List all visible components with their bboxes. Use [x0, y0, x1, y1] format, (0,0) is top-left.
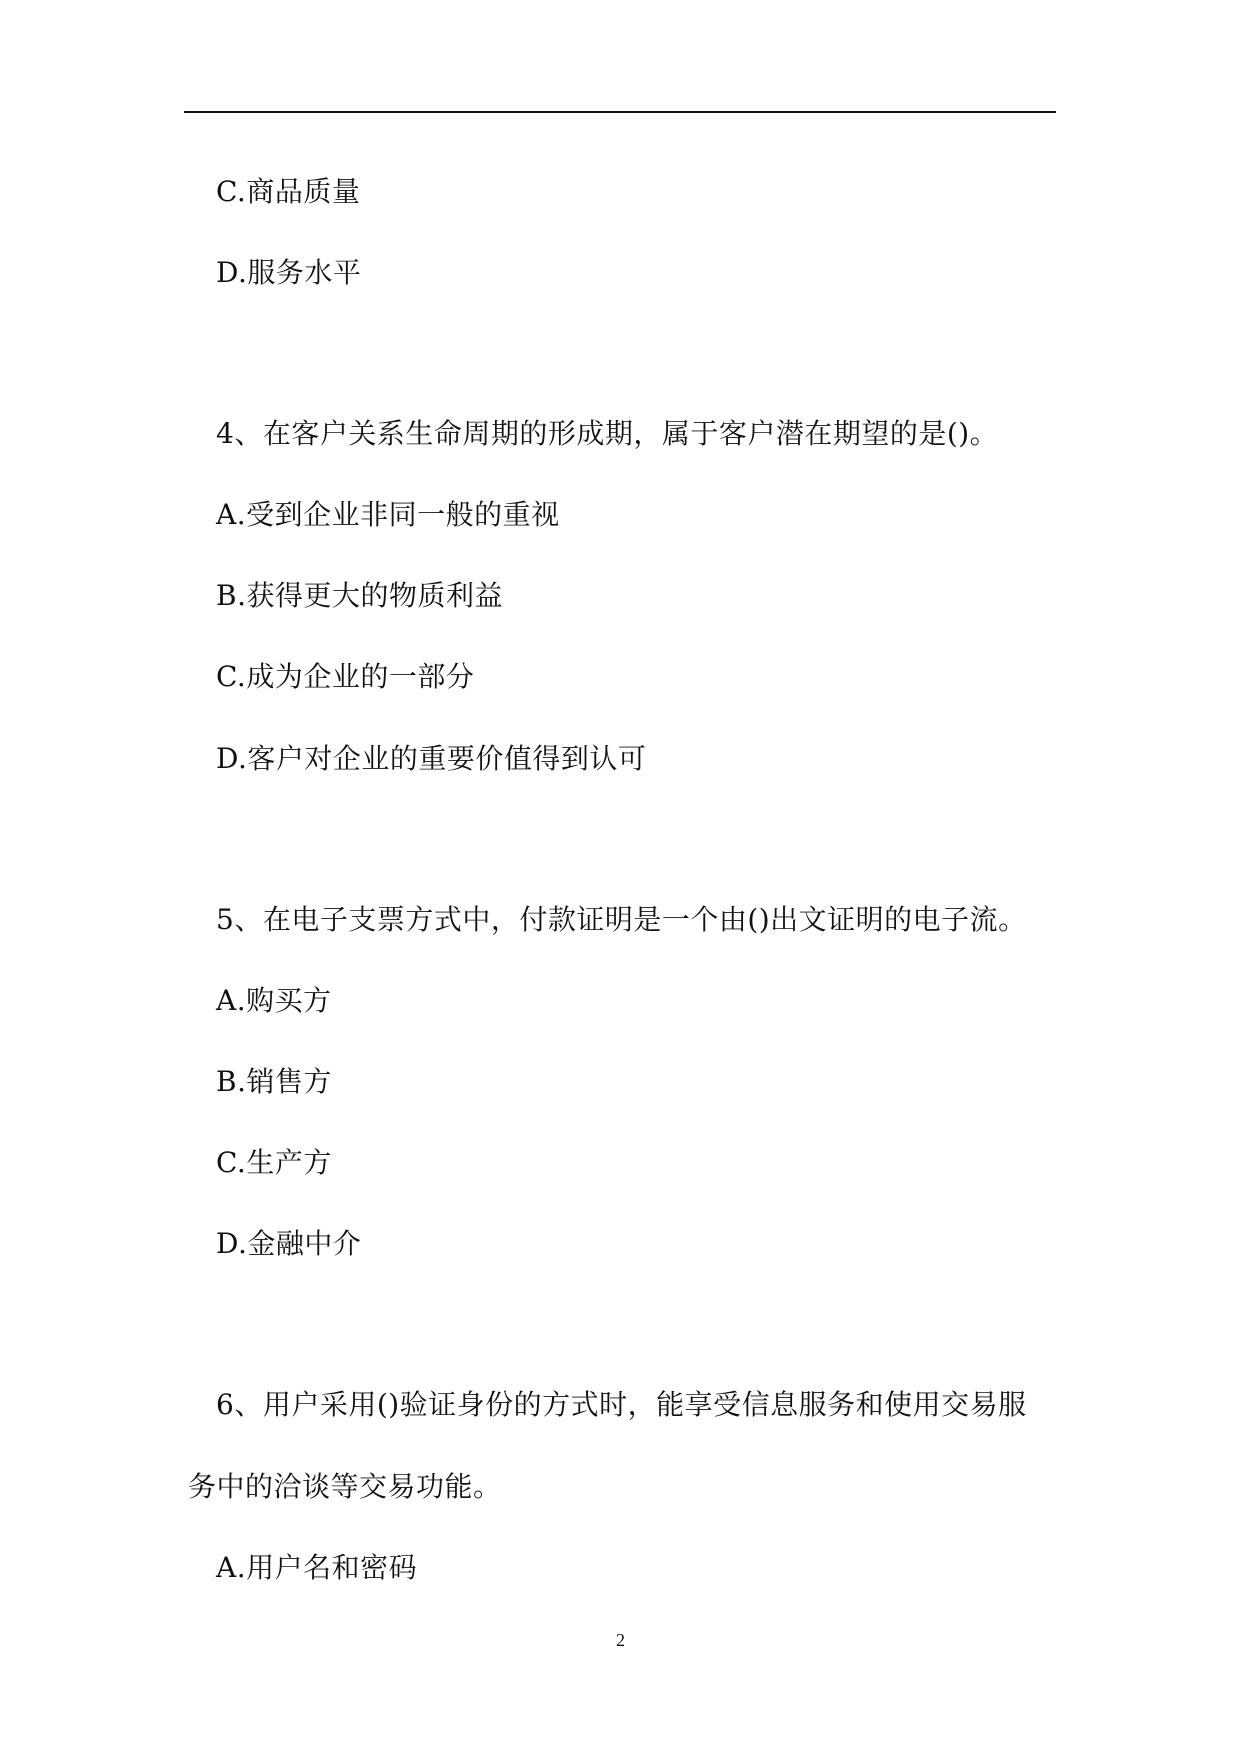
q3-option-d: D.服务水平 — [216, 256, 362, 289]
q5-option-d: D.金融中介 — [216, 1227, 362, 1260]
q3-option-c: C.商品质量 — [216, 175, 361, 208]
q5-question: 5、在电子支票方式中，付款证明是一个由()出文证明的电子流。 — [216, 903, 1027, 936]
q4-question: 4、在客户关系生命周期的形成期，属于客户潜在期望的是()。 — [216, 417, 999, 450]
q5-option-c: C.生产方 — [216, 1146, 332, 1179]
q6-question-line2: 务中的洽谈等交易功能。 — [188, 1470, 502, 1503]
q4-option-d: D.客户对企业的重要价值得到认可 — [216, 742, 647, 775]
q6-option-a: A.用户名和密码 — [216, 1551, 418, 1584]
q4-option-a: A.受到企业非同一般的重视 — [216, 498, 560, 531]
q5-option-a: A.购买方 — [216, 984, 332, 1017]
q4-option-c: C.成为企业的一部分 — [216, 660, 475, 693]
page-number: 2 — [616, 1630, 625, 1650]
q6-question-line1: 6、用户采用()验证身份的方式时，能享受信息服务和使用交易服 — [216, 1388, 1027, 1421]
q5-option-b: B.销售方 — [216, 1065, 332, 1098]
header-rule — [184, 111, 1056, 113]
q4-option-b: B.获得更大的物质利益 — [216, 579, 503, 612]
